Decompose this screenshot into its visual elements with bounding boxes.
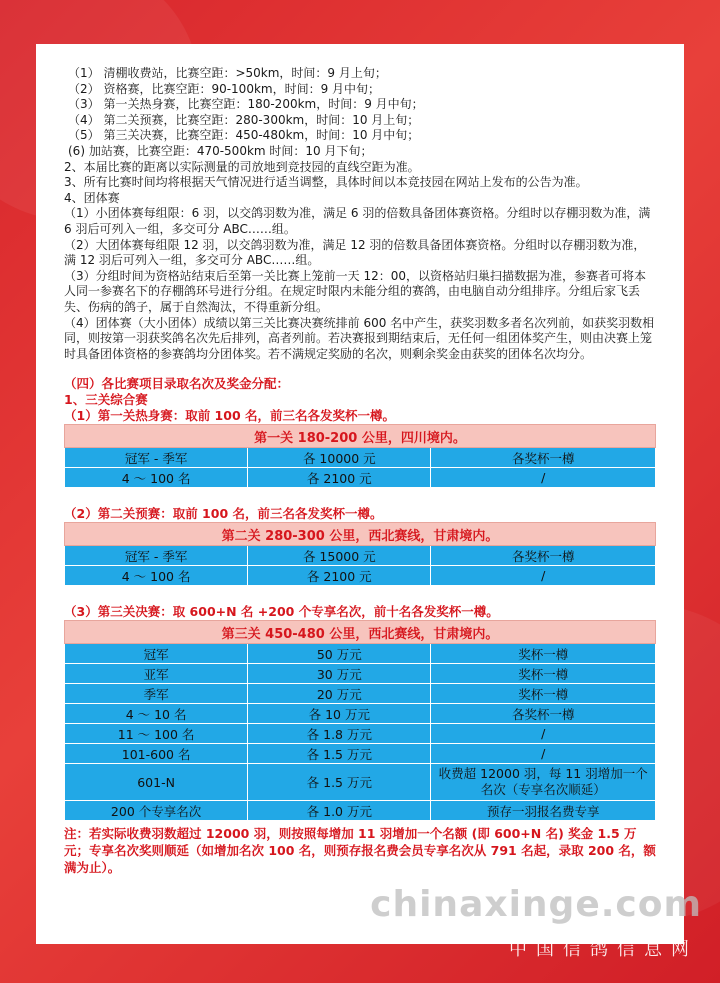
table-row (65, 468, 656, 488)
table-row (65, 724, 656, 744)
rule-paragraph: （3）分组时间为资格站结束后至第一关比赛上笼前一天 12：00，以资格站归巢扫描数据为准，参赛者可将本人同一参赛名下的存棚鸽环号进行分组。在规定时限内未能分组的赛鸽，由电脑自动分组排序。分组后家飞丢失、伤病的鸽子，属于自然淘汰，不得重新分组。 (64, 268, 646, 314)
rank-cell: 4 ～ 100 名 (65, 566, 248, 586)
stage1-prize-table (64, 424, 656, 488)
prize-cell: 20 万元 (248, 684, 431, 704)
trophy-cell: / (431, 566, 656, 586)
rank-cell: 200 个专享名次 (65, 801, 248, 821)
trophy-cell: / (431, 744, 656, 764)
prize-cell: 30 万元 (248, 664, 431, 684)
prize-cell: 各 15000 元 (248, 546, 431, 566)
trophy-cell: 奖杯一樽 (431, 644, 656, 664)
trophy-cell: 预存一羽报名费专享 (431, 801, 656, 821)
rank-cell: 601-N (65, 764, 248, 801)
rank-cell: 4 ～ 100 名 (65, 468, 248, 488)
stage1-heading: （1）第一关热身赛：取前 100 名，前三名各发奖杯一樽。 (64, 408, 395, 424)
document-page (36, 44, 684, 944)
watermark-logo: chinaxinge.com (370, 884, 702, 925)
stage2-prize-table (64, 522, 656, 586)
table-row (65, 704, 656, 724)
trophy-cell: 奖杯一樽 (431, 664, 656, 684)
trophy-cell: 各奖杯一樽 (431, 448, 656, 468)
rule-line: （3） 第一关热身赛，比赛空距：180-200km，时间：9 月中旬； (68, 97, 424, 112)
table-row (65, 566, 656, 586)
rule-paragraph: （2）大团体赛每组限 12 羽，以交鸽羽数为准，满足 12 羽的倍数具备团体赛资格。分组时以存棚羽数为准，满 12 羽后可列入一组，多交可分 ABC……组。 (64, 237, 646, 268)
trophy-cell: / (431, 468, 656, 488)
table-row (65, 801, 656, 821)
prize-cell: 各 2100 元 (248, 566, 431, 586)
rules-list (64, 66, 656, 362)
rule-line: （5） 第三关决赛，比赛空距：450-480km，时间：10 月中旬； (68, 128, 420, 143)
rule-line: 4、团体赛 (64, 190, 120, 205)
rank-cell: 冠军 (65, 644, 248, 664)
rule-line: （2） 资格赛，比赛空距：90-100km，时间：9 月中旬； (68, 81, 381, 96)
trophy-cell: / (431, 724, 656, 744)
rule-line: (6) 加站赛，比赛空距：470-500km 时间：10 月下旬； (68, 143, 373, 158)
rule-line: （4） 第二关预赛，比赛空距：280-300km，时间：10 月上旬； (68, 112, 420, 127)
prize-cell: 各 10 万元 (248, 704, 431, 724)
table-row (65, 644, 656, 664)
rank-cell: 4 ～ 10 名 (65, 704, 248, 724)
prize-cell: 各 2100 元 (248, 468, 431, 488)
trophy-cell: 各奖杯一樽 (431, 704, 656, 724)
prize-cell: 各 1.8 万元 (248, 724, 431, 744)
stage3-heading: （3）第三关决赛：取 600+N 名 +200 个专享名次，前十名各发奖杯一樽。 (64, 604, 499, 620)
section-title: （四）各比赛项目录取名次及奖金分配： (64, 376, 290, 392)
prize-cell: 各 1.5 万元 (248, 744, 431, 764)
prize-cell: 各 1.5 万元 (248, 764, 431, 801)
prize-cell: 各 10000 元 (248, 448, 431, 468)
trophy-cell: 收费超 12000 羽，每 11 羽增加一个名次（专享名次顺延） (431, 764, 656, 801)
table-title: 第一关 180-200 公里，四川境内。 (65, 425, 656, 448)
table-row (65, 664, 656, 684)
rank-cell: 季军 (65, 684, 248, 704)
table-row (65, 684, 656, 704)
rule-paragraph: （1）小团体赛每组限：6 羽，以交鸽羽数为准，满足 6 羽的倍数具备团体赛资格。分组时以存棚羽数为准，满 6 羽后可列入一组，多交可分 ABC……组。 (64, 206, 651, 236)
rule-line: 3、所有比赛时间均将根据天气情况进行适当调整，具体时间以本竞技园在网站上发布的公告为准。 (64, 175, 588, 190)
watermark-site-name: 中国信鸽信息网 (509, 939, 698, 960)
prize-cell: 50 万元 (248, 644, 431, 664)
trophy-cell: 各奖杯一樽 (431, 546, 656, 566)
table-row (65, 764, 656, 801)
footnote: 注：若实际收费羽数超过 12000 羽，则按照每增加 11 羽增加一个名额 (即 600+N 名) 奖金 1.5 万元；专享名次奖则顺延（如增加名次 100 名，则预存报名费会员专享名次从 791 名起，录取 200 名，额满为止）。 (64, 826, 656, 876)
table-row (65, 744, 656, 764)
stage3-prize-table (64, 620, 656, 821)
rule-line: （1） 清棚收费站，比赛空距：>50km，时间：9 月上旬； (68, 66, 387, 80)
rank-cell: 11 ～ 100 名 (65, 724, 248, 744)
trophy-cell: 奖杯一樽 (431, 684, 656, 704)
table-title: 第三关 450-480 公里，西北赛线，甘肃境内。 (65, 621, 656, 644)
rank-cell: 101-600 名 (65, 744, 248, 764)
rule-paragraph: （4）团体赛（大小团体）成绩以第三关比赛决赛统排前 600 名中产生，获奖羽数多者名次列前，如获奖羽数相同，则按第一羽获奖鸽名次先后排列，高者列前。若决赛报到期结束后，无任何一组团体奖产生，则由决赛上笼时具备团体资格的参赛鸽均分团体奖。若不满规定奖励的名次，则剩余奖金由获奖的团体名次均分。 (64, 315, 655, 361)
stage2-heading: （2）第二关预赛：取前 100 名，前三名各发奖杯一樽。 (64, 506, 383, 522)
rank-cell: 亚军 (65, 664, 248, 684)
rule-line: 2、本届比赛的距离以实际测量的司放地到竞技园的直线空距为准。 (64, 159, 420, 174)
table-row (65, 546, 656, 566)
table-title: 第二关 280-300 公里，西北赛线，甘肃境内。 (65, 523, 656, 546)
prize-cell: 各 1.0 万元 (248, 801, 431, 821)
table-row (65, 448, 656, 468)
rank-cell: 冠军 - 季军 (65, 448, 248, 468)
section-subtitle: 1、三关综合赛 (64, 392, 148, 408)
rank-cell: 冠军 - 季军 (65, 546, 248, 566)
